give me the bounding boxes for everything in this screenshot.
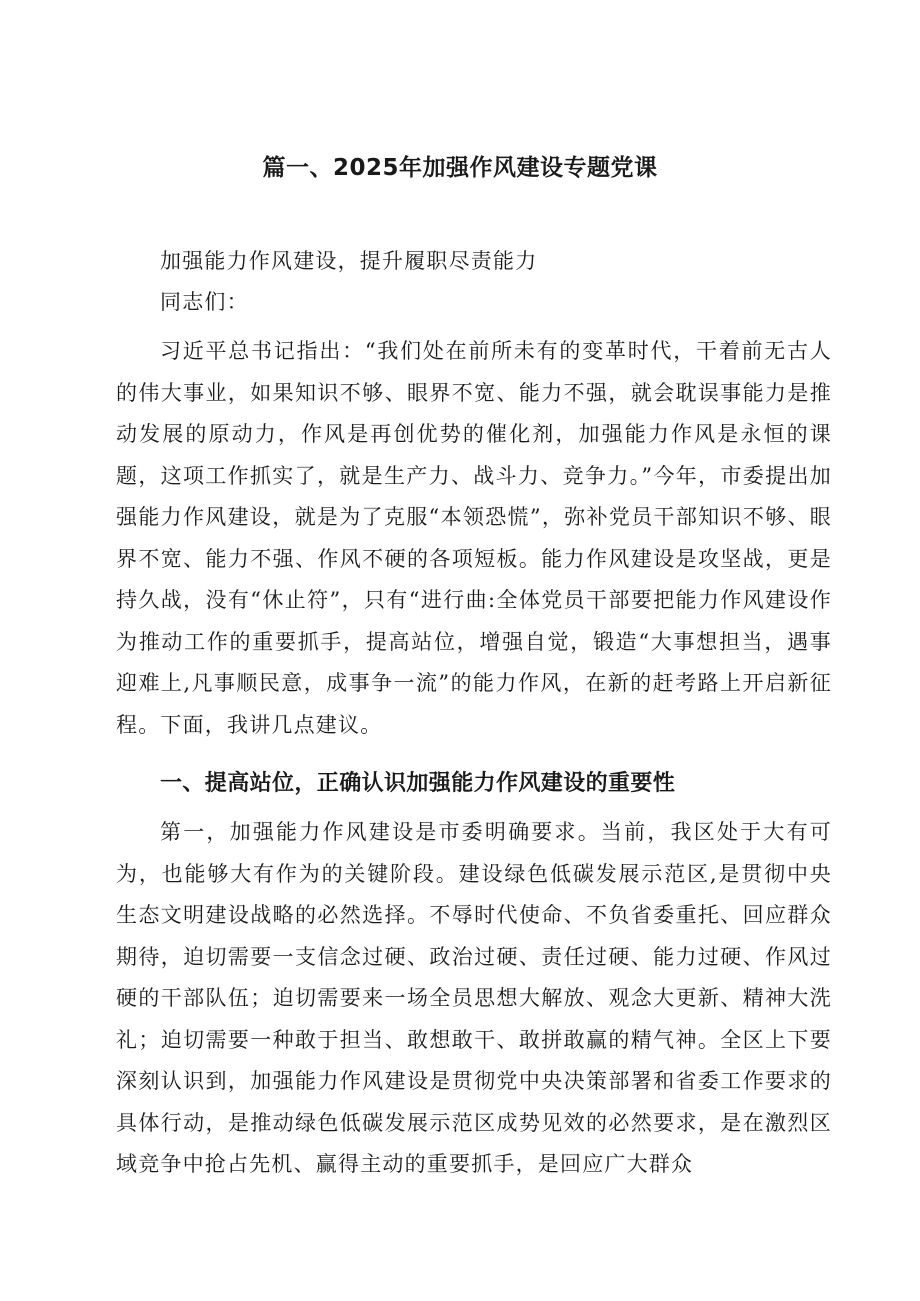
body-paragraph-2: 第一，加强能力作风建设是市委明确要求。当前，我区处于大有可为，也能够大有作为的关键阶段。建设绿色低碳发展示范区,是贯彻中央生态文明建设战略的必然选择。不辱时代使命、不负省委重托、回应群众期待，迫切需要一支信念过硬、政治过硬、责任过硬、能力过硬、作风过硬的干部队伍；迫切需要来一场全员思想大解放、观念大更新、精神大洗礼；迫切需要一种敢于担当、敢想敢干、敢拼敢赢的精气神。全区上下要深刻认识到，加强能力作风建设是贯彻党中央决策部署和省委工作要求的具体行动，是推动绿色低碳发展示范区成势见效的必然要求，是在激烈区域竞争中抢占先机、赢得主动的重要抓手，是回应广大群众 (116, 820, 832, 1176)
section-heading: 一、提高站位，正确认识加强能力作风建设的重要性 (160, 771, 676, 796)
document-title: 篇一、2025年加强作风建设专题党课 (262, 155, 658, 181)
body-paragraph-1: 习近平总书记指出：“我们处在前所未有的变革时代，干着前无古人的伟大事业，如果知识不够、眼界不宽、能力不强，就会耽误事能力是推动发展的原动力，作风是再创优势的催化剂，加强能力作风是永恒的课题，这项工作抓实了，就是生产力、战斗力、竞争力。”今年，市委提出加强能力作风建设，就是为了克服“本领恐慌”，弥补党员干部知识不够、眼界不宽、能力不强、作风不硬的各项短板。能力作风建设是攻坚战，更是持久战，没有“休止符”，只有“进行曲:全体党员干部要把能力作风建设作为推动工作的重要抓手，提高站位，增强自觉，锻造“大事想担当，遇事迎难上,凡事顺民意，成事争一流”的能力作风，在新的赶考路上开启新征程。下面，我讲几点建议。 (116, 339, 832, 737)
greeting: 同志们： (160, 290, 249, 314)
document-subtitle: 加强能力作风建设，提升履职尽责能力 (160, 249, 538, 273)
